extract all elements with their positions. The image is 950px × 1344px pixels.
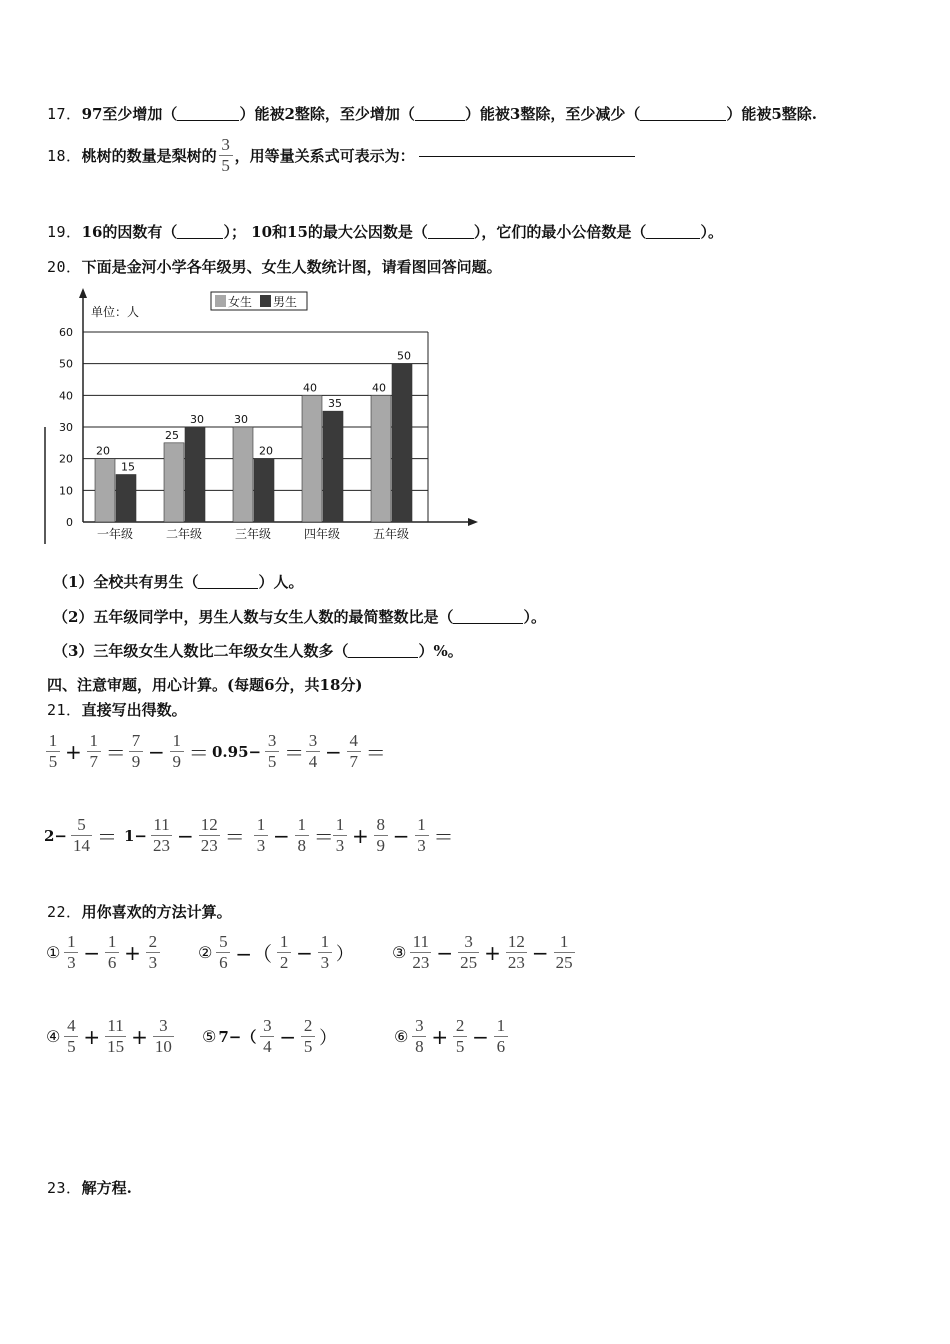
bar: [392, 364, 412, 522]
answer-blank[interactable]: [415, 119, 465, 121]
expression: ① $\frac{1}{3}$ − $\frac{1}{6}$ + $\frac{2}{3}$: [46, 932, 162, 973]
expression: ④ $\frac{4}{5}$ + $\frac{11}{15}$ + $\frac{3}{10}$: [46, 1016, 172, 1056]
x-tick-label: 三年级: [234, 527, 272, 541]
expression: 1− $\frac{11}{23}$ − $\frac{12}{23}$ ＝: [124, 815, 245, 855]
legend-label: 男生: [273, 295, 298, 309]
x-tick-label: 四年级: [303, 527, 341, 541]
legend-swatch: [215, 295, 226, 307]
expression: ③ $\frac{11}{23}$ − $\frac{3}{25}$ + $\frac{12}{23}$ − $\frac{1}{25}$: [392, 932, 573, 972]
bar-value-label: 40: [372, 381, 386, 395]
bar-value-label: 30: [234, 413, 248, 426]
expression: ② $\frac{5}{6}$ −（ $\frac{1}{2}$ − $\frac{1}{3}$ ）: [198, 932, 354, 972]
bar-value-label: 35: [328, 397, 342, 411]
bar-value-label: 20: [259, 444, 273, 458]
question-17: 17．97至少增加（ ）能被2整除，至少增加（ ）能被3整除，至少减少（ ）能被5整除.: [47, 105, 818, 123]
y-tick-label: 50: [59, 357, 73, 371]
y-tick-label: 60: [59, 326, 73, 339]
y-tick-label: 0: [66, 516, 73, 529]
question-20-part-1: （1）全校共有男生（ ）人。: [53, 573, 304, 591]
question-20-part-2: （2）五年级同学中，男生人数与女生人数的最简整数比是（ ）。: [53, 608, 546, 626]
y-tick-label: 10: [59, 484, 73, 498]
x-tick-label: 一年级: [96, 527, 134, 541]
answer-blank[interactable]: [177, 119, 239, 121]
expression: $\frac{1}{5}$ + $\frac{1}{7}$ ＝: [44, 731, 129, 772]
expression: $\frac{1}{3}$ − $\frac{1}{8}$ ＝: [252, 815, 337, 856]
question-22: 22．用你喜欢的方法计算。: [47, 903, 232, 921]
question-21: 21．直接写出得数。: [47, 701, 187, 719]
fraction: $\frac{3}{5}$: [219, 135, 233, 176]
answer-blank[interactable]: [198, 587, 258, 589]
answer-blank[interactable]: [419, 155, 635, 157]
answer-blank[interactable]: [428, 237, 474, 239]
expression: $\frac{3}{4}$ − $\frac{4}{7}$ ＝: [304, 731, 389, 772]
answer-blank[interactable]: [348, 656, 418, 658]
bar: [95, 459, 115, 522]
bar: [254, 459, 274, 522]
expression: ⑤ 7−（ $\frac{3}{4}$ − $\frac{2}{5}$ ）: [202, 1016, 338, 1056]
bar-value-label: 30: [190, 413, 204, 426]
bar-value-label: 25: [165, 428, 179, 442]
bar-value-label: 20: [96, 444, 110, 458]
question-20-part-3: （3）三年级女生人数比二年级女生人数多（ ）%。: [53, 642, 463, 660]
x-axis-arrow: [468, 518, 478, 526]
y-axis-arrow: [79, 288, 87, 298]
answer-blank[interactable]: [640, 119, 726, 121]
legend-swatch: [260, 295, 271, 307]
bar-value-label: 50: [397, 349, 411, 363]
question-20: 20．下面是金河小学各年级男、女生人数统计图，请看图回答问题。: [47, 258, 502, 276]
bar-value-label: 40: [303, 381, 317, 395]
x-tick-label: 五年级: [372, 527, 410, 541]
expression: 0.95− $\frac{3}{5}$ ＝: [212, 731, 305, 771]
y-tick-label: 40: [59, 389, 73, 403]
expression: ⑥ $\frac{3}{8}$ + $\frac{2}{5}$ − $\frac{1}{6}$: [394, 1016, 510, 1057]
question-18: 18． 桃树的数量是梨树的 $\frac{3}{5}$ ，用等量关系式可表示为：: [47, 135, 635, 176]
bar: [164, 443, 184, 522]
bar: [371, 395, 391, 522]
bar: [233, 427, 253, 522]
expression: $\frac{1}{3}$ + $\frac{8}{9}$ − $\frac{1}{3}$ ＝: [331, 815, 457, 856]
answer-blank[interactable]: [177, 237, 223, 239]
x-tick-label: 二年级: [165, 527, 203, 541]
bar-value-label: 15: [121, 460, 135, 474]
expression: 2− $\frac{5}{14}$ ＝: [44, 815, 118, 855]
answer-blank[interactable]: [453, 622, 523, 624]
section-heading: 四、注意审题，用心计算。(每题6分，共18分): [47, 676, 363, 694]
bar: [116, 475, 136, 523]
y-tick-label: 30: [59, 421, 73, 434]
bar: [323, 411, 343, 522]
bar: [185, 427, 205, 522]
bar-chart: [40, 282, 490, 552]
unit-label: 单位：人: [91, 305, 140, 319]
y-tick-label: 20: [59, 452, 73, 466]
question-19: 19．16的因数有（ ）； 10和15的最大公因数是（ ），它们的最小公倍数是（ ）。: [47, 223, 723, 241]
expression: $\frac{7}{9}$ − $\frac{1}{9}$ ＝: [127, 731, 212, 772]
bar: [302, 395, 322, 522]
legend-label: 女生: [228, 295, 253, 309]
question-23: 23．解方程.: [47, 1179, 132, 1197]
answer-blank[interactable]: [646, 237, 700, 239]
